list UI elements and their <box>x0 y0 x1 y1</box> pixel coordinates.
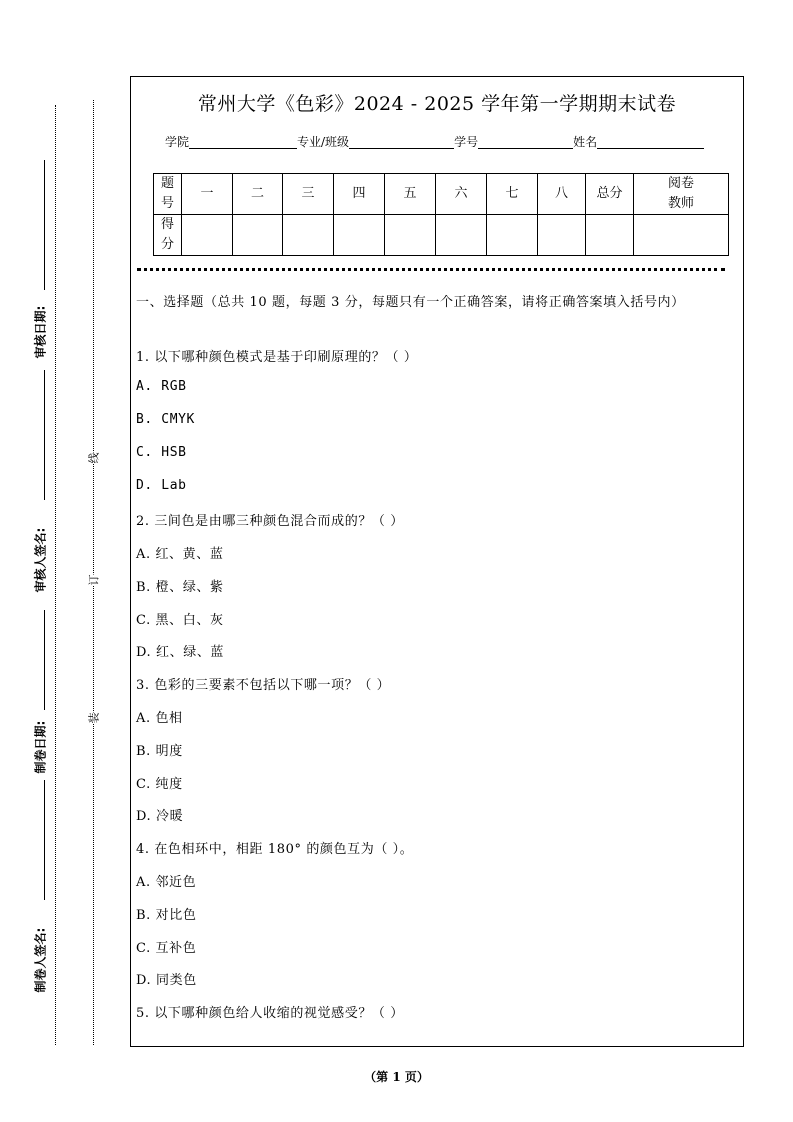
score-col-2: 二 <box>233 174 283 215</box>
question-option: A. RGB <box>136 379 187 394</box>
binding-char-line: 线 <box>87 452 101 464</box>
maker-sign-label: 制卷人签名: <box>33 927 48 993</box>
binding-char-zhuang: 装 <box>87 712 101 724</box>
question-option: C. 黑、白、灰 <box>136 613 224 628</box>
question-option: B. 明度 <box>136 744 183 759</box>
question-option: A. 邻近色 <box>136 875 197 890</box>
score-col-8: 八 <box>538 174 586 215</box>
score-cell[interactable] <box>487 215 538 256</box>
score-cell[interactable] <box>182 215 233 256</box>
score-header-row <box>154 174 729 215</box>
binding-char-ding: 订 <box>87 574 101 586</box>
score-cell[interactable] <box>436 215 487 256</box>
exam-title: 常州大学《色彩》2024 - 2025 学年第一学期期末试卷 <box>197 93 677 115</box>
question-option: D. 冷暖 <box>136 809 184 824</box>
binding-dotted-line <box>93 100 94 1045</box>
score-cell[interactable] <box>283 215 334 256</box>
score-col-6: 六 <box>436 174 487 215</box>
score-col-3: 三 <box>283 174 334 215</box>
score-row-label-question: 题 号 <box>154 174 182 215</box>
question-option: A. 红、黄、蓝 <box>136 547 224 562</box>
score-col-grader: 阅卷 教师 <box>634 174 729 215</box>
score-value-row <box>154 215 729 256</box>
score-col-total: 总分 <box>586 174 634 215</box>
score-cell[interactable] <box>385 215 436 256</box>
dotted-separator <box>137 268 725 271</box>
make-date-label: 制卷日期: <box>33 720 48 774</box>
section-title: 一、选择题（总共 10 题，每题 3 分，每题只有一个正确答案，请将正确答案填入括号内） <box>136 295 685 310</box>
student-info-row <box>165 133 704 150</box>
question-option: C. 互补色 <box>136 941 197 956</box>
question-option: B. CMYK <box>136 412 195 427</box>
question-stem: 5. 以下哪种颜色给人收缩的视觉感受？（ ） <box>136 1006 404 1021</box>
sidebar-divider-line <box>44 160 45 290</box>
student-id-field[interactable] <box>478 134 573 149</box>
name-field[interactable] <box>597 134 704 149</box>
review-date-line <box>44 370 45 500</box>
question-stem: 2. 三间色是由哪三种颜色混合而成的？（ ） <box>136 514 404 529</box>
question-option: C. HSB <box>136 445 187 460</box>
score-cell[interactable] <box>586 215 634 256</box>
question-option: B. 橙、绿、紫 <box>136 580 224 595</box>
college-field[interactable] <box>189 134 297 149</box>
major-field[interactable] <box>349 134 454 149</box>
reviewer-sign-line <box>44 610 45 710</box>
score-table <box>153 173 729 256</box>
question-stem: 4. 在色相环中，相距 180° 的颜色互为（ ）。 <box>136 842 414 857</box>
score-col-7: 七 <box>487 174 538 215</box>
make-date-line <box>44 780 45 900</box>
question-option: D. 同类色 <box>136 973 197 988</box>
student-id-label: 学号 <box>454 135 479 149</box>
question-stem: 3. 色彩的三要素不包括以下哪一项？（ ） <box>136 678 391 693</box>
sidebar-dotted-line-left <box>55 105 56 1045</box>
question-option: B. 对比色 <box>136 908 197 923</box>
score-cell[interactable] <box>233 215 283 256</box>
question-option: D. 红、绿、蓝 <box>136 645 225 660</box>
score-row-label-score: 得 分 <box>154 215 182 256</box>
question-stem: 1. 以下哪种颜色模式是基于印刷原理的？（ ） <box>136 350 418 365</box>
score-col-5: 五 <box>385 174 436 215</box>
score-col-1: 一 <box>182 174 233 215</box>
score-cell[interactable] <box>634 215 729 256</box>
question-option: A. 色相 <box>136 711 183 726</box>
major-label: 专业/班级 <box>297 135 350 149</box>
score-cell[interactable] <box>538 215 586 256</box>
reviewer-sign-label: 审核人签名: <box>33 527 48 593</box>
review-date-label: 审核日期: <box>33 305 48 359</box>
question-option: C. 纯度 <box>136 777 183 792</box>
page-number: （第 1 页） <box>364 1070 429 1084</box>
score-col-4: 四 <box>334 174 385 215</box>
question-option: D. Lab <box>136 478 187 493</box>
exam-frame <box>130 76 744 1047</box>
score-cell[interactable] <box>334 215 385 256</box>
college-label: 学院 <box>165 135 190 149</box>
name-label: 姓名 <box>573 135 598 149</box>
